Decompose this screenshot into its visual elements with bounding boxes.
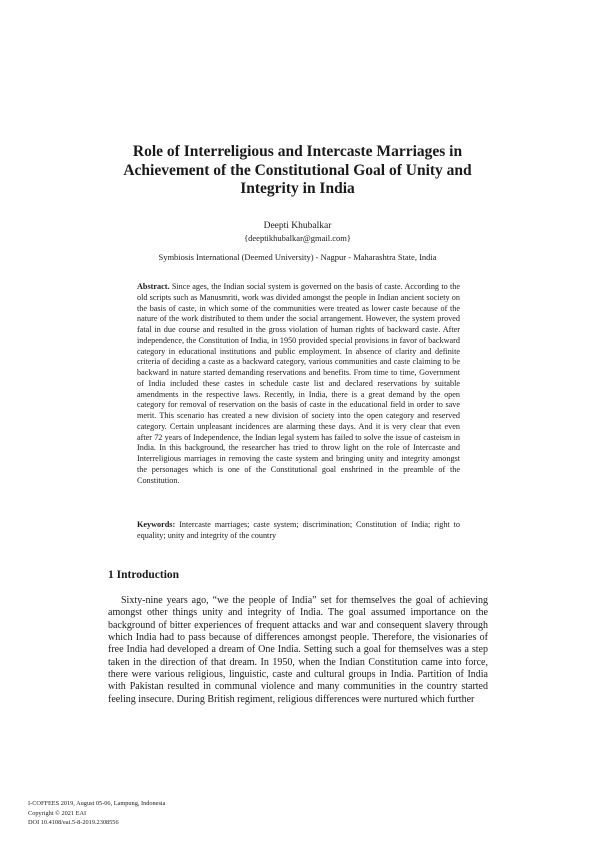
footer-copyright: Copyright © 2021 EAI: [28, 809, 87, 817]
paper-title: Role of Interreligious and Intercaste Marriages in Achievement of the Constitutional Goal of Unity and Integrity in India: [123, 143, 472, 197]
abstract-text: Since ages, the Indian social system is governed on the basis of caste. According to the old scripts such as Manusmriti, work was divided amongst the people in Indian ancient society on the basis of caste, in which some of the communities were treated as lower caste because of the nature of the work distributed to them under the social arrangement. However, the system proved fatal in due course and resulted in the gross violation of human rights of backward caste. After independence, the Constitution of India, in 1950 provided special provisions in favor of backward category in educational institutions and public employment. In absence of clarity and definite criteria of deciding a caste as a backward category, various communities and caste claiming to be backward in nature started demanding reservations and benefits. From time to time, Government of India included these castes in schedule caste list and declared reservations by suitable amendments in the respective laws. Recently, in India, there is a great demand by the open category for removal of reservation on the basis of caste in the educational field in order to save merit. This scenario has created a new division of society into the open category and reserved category. Certain unpleasant incidences are alarming these days. And it is very clear that even after 72 years of Independence, the Indian legal system has failed to solve the issue of casteism in India. In this background, the researcher has tried to throw light on the role of Intercaste and Interreligious marriages in removing the caste system and bringing unity and integrity amongst the personages which is one of the Constitutional goal enshrined in the preamble of the Constitution.: [137, 282, 460, 485]
footer-doi: DOI 10.4108/eai.5-8-2019.2308556: [28, 819, 119, 826]
abstract: [137, 282, 460, 486]
keywords: [137, 520, 460, 542]
section-heading: 1 Introduction: [108, 569, 180, 581]
author-affiliation: Symbiosis International (Deemed University) - Nagpur - Maharashtra State, India: [158, 252, 437, 262]
abstract-label: Abstract.: [137, 282, 170, 291]
keywords-text: Intercaste marriages; caste system; discrimination; Constitution of India; right to equality; unity and integrity of the country: [137, 520, 460, 540]
author-name: Deepti Khubalkar: [263, 221, 332, 231]
keywords-label: Keywords:: [137, 520, 176, 529]
section-body: Sixty-nine years ago, “we the people of India” set for themselves the goal of achieving amongst other things unity and integrity of India. The goal assumed importance on the background of bitter experiences of frequent attacks and war and consequent slavery through which India had to pass because of differences amongst people. Therefore, the visionaries of free India had developed a dream of One India. Setting such a goal for themselves was a step taken in the direction of that dream. In 1950, when the Indian Constitution came into force, there were various religious, linguistic, caste and cultural groups in India. Partition of India with Pakistan resulted in communal violence and many communities in the country started feeling insecure. During British regiment, religious differences were nurtured which further: [108, 595, 488, 705]
page-footer: [28, 799, 165, 828]
footer-conference: I-COFFEES 2019, August 05-06, Lampung, Indonesia: [28, 800, 166, 807]
author-email: {deeptikhubalkar@gmail.com}: [244, 233, 351, 243]
